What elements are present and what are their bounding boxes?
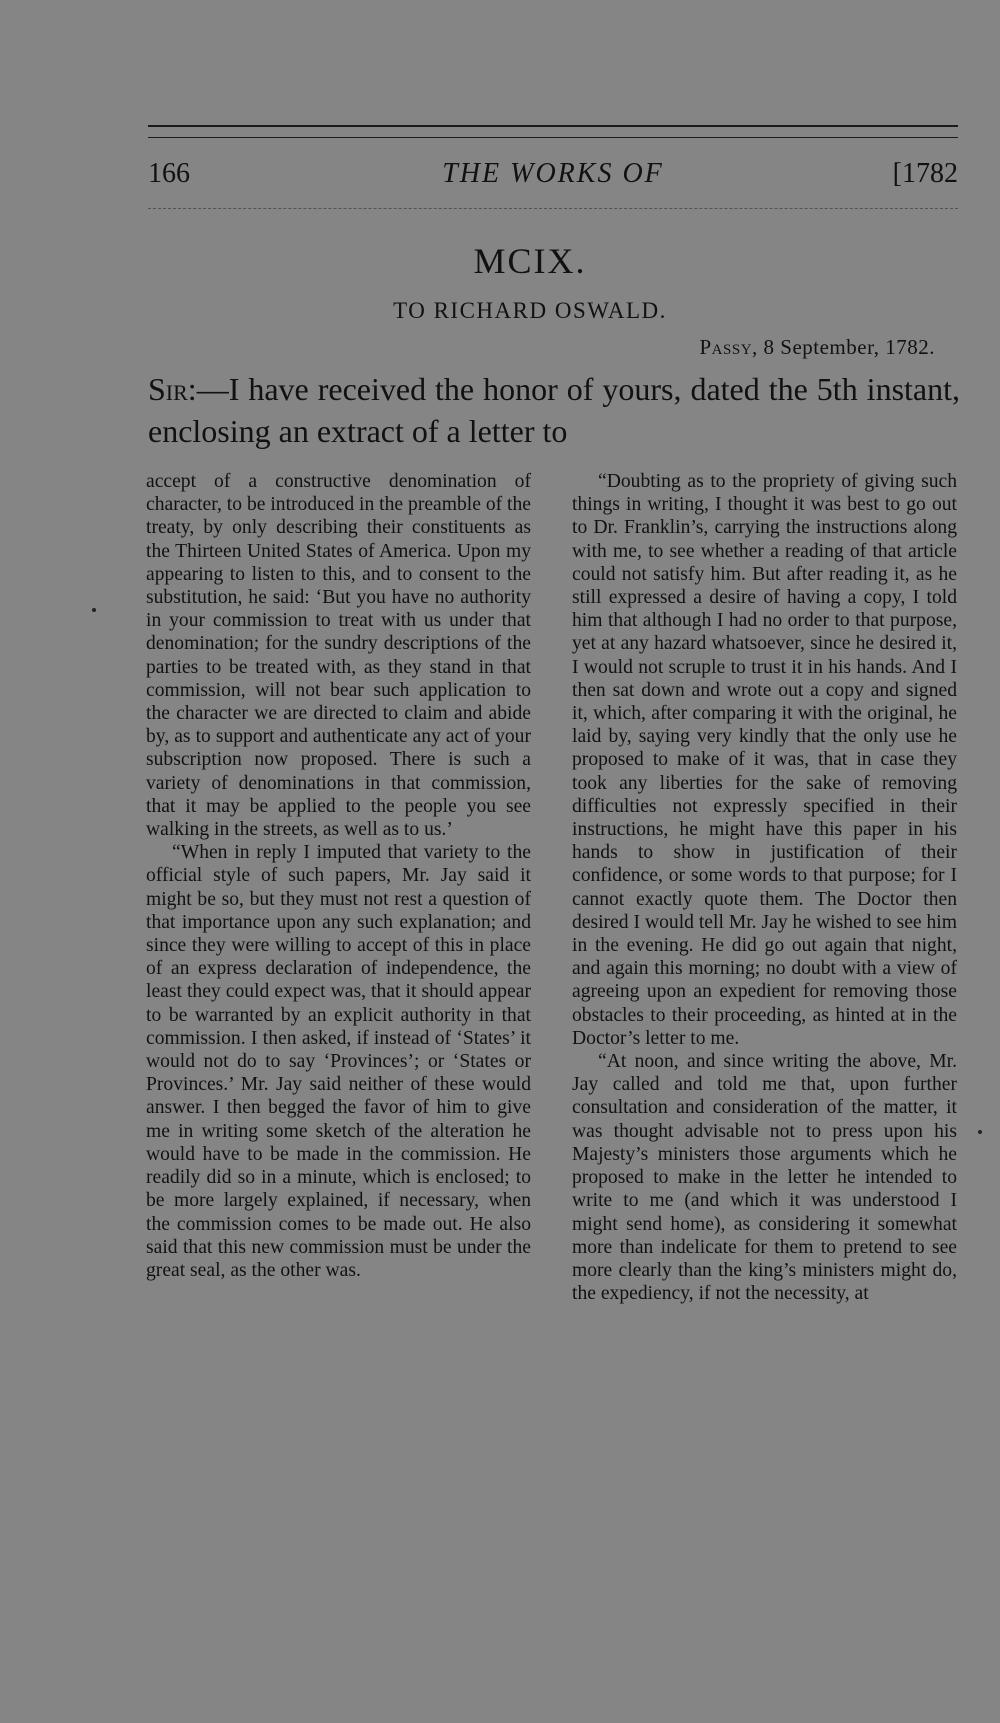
right-paragraph-2: “At noon, and since writing the above, Mr. Jay called and told me that, upon further consultation and consideration of the matter, it was thought advisable not to press upon his Majesty’s ministers those arguments which he proposed to make in the letter he intended to write to me (and which it was understood I might send home), as considering it somewhat more than indelicate for them to pretend to see more clearly than the king’s ministers might do, the expediency, if not the necessity, at — [572, 1051, 957, 1305]
left-paragraph-2: “When in reply I imputed that variety to the official style of such papers, Mr. Jay said it might be so, but they must not rest a question of that importance upon any such explanation; and since they were willing to accept of this in place of an express declaration of independence, the least they could expect was, that it should appear to be warranted by an explicit authority in that commission. I then asked, if instead of ‘States’ it would not do to say ‘Provinces’; or ‘States or Provinces.’ Mr. Jay said neither of these would answer. I then begged the favor of him to give me in writing some sketch of the alteration he would have to be made in the commission. He readily did so in a minute, which is enclosed; to be more largely explained, if necessary, when the commission comes to be made out. He also said that this new commission must be under the great seal, as the other was. — [146, 842, 531, 1281]
running-title: THE WORKS OF — [442, 158, 664, 189]
dateline-place: Passy, — [699, 335, 758, 359]
running-header — [148, 158, 958, 198]
opening-paragraph — [148, 368, 960, 452]
dateline-date: 8 September, 1782. — [763, 335, 935, 359]
print-speck — [92, 608, 96, 612]
header-year: [1782 — [892, 158, 958, 189]
letter-recipient: TO RICHARD OSWALD. — [393, 298, 667, 323]
left-column — [146, 470, 531, 1282]
print-speck — [978, 1130, 982, 1134]
right-paragraph-1: “Doubting as to the propriety of giving such things in writing, I thought it was best to go out to Dr. Franklin’s, carrying the instructions along with me, to see whether a reading of that article could not satisfy him. But after reading it, as he still expressed a desire of having a copy, I told him that although I had no order to that purpose, yet at any hazard whatsoever, since he desired it, I would not scruple to trust it in his hands. And I then sat down and wrote out a copy and signed it, which, after comparing it with the original, he laid by, saying very kindly that the only use he proposed to make of it was, that in case they took any liberties for the sake of removing difficulties not expressly specified in their instructions, he might have this paper in his hands to show in justification of their confidence, or some words to that purpose; for I cannot exactly quote them. The Doctor then desired I would tell Mr. Jay he wished to see him in the evening. He did go out again that night, and again this morning; no doubt with a view of agreeing upon an expedient for removing those obstacles to their proceeding, as hinted at in the Doctor’s letter to me. — [572, 471, 957, 1049]
letter-number: MCIX. — [473, 241, 587, 281]
dateline — [700, 335, 936, 360]
top-rule — [148, 125, 958, 127]
opening-text: :—I have received the honor of yours, dated the 5th instant, enclosing an extract of a letter to — [148, 371, 960, 449]
left-paragraph-1: accept of a constructive denomination of character, to be introduced in the preamble of the treaty, by only describing their constituents as the Thirteen United States of America. Upon my appearing to listen to this, and to consent to the substitution, he said: ‘But you have no authority in your commission to treat with us under that denomination; for the sundry descriptions of the parties to be treated with, as they stand in that commission, will not bear such application to the character we are directed to claim and abide by, as to support and authenticate any act of your subscription now proposed. There is such a variety of denominations in that commission, that it may be applied to the people you see walking in the streets, as well as to us.’ — [146, 471, 531, 841]
salutation: Sir — [148, 371, 188, 407]
page-number: 166 — [148, 158, 190, 189]
right-column — [572, 470, 957, 1305]
top-rule-secondary — [148, 137, 958, 138]
header-divider — [148, 208, 958, 209]
